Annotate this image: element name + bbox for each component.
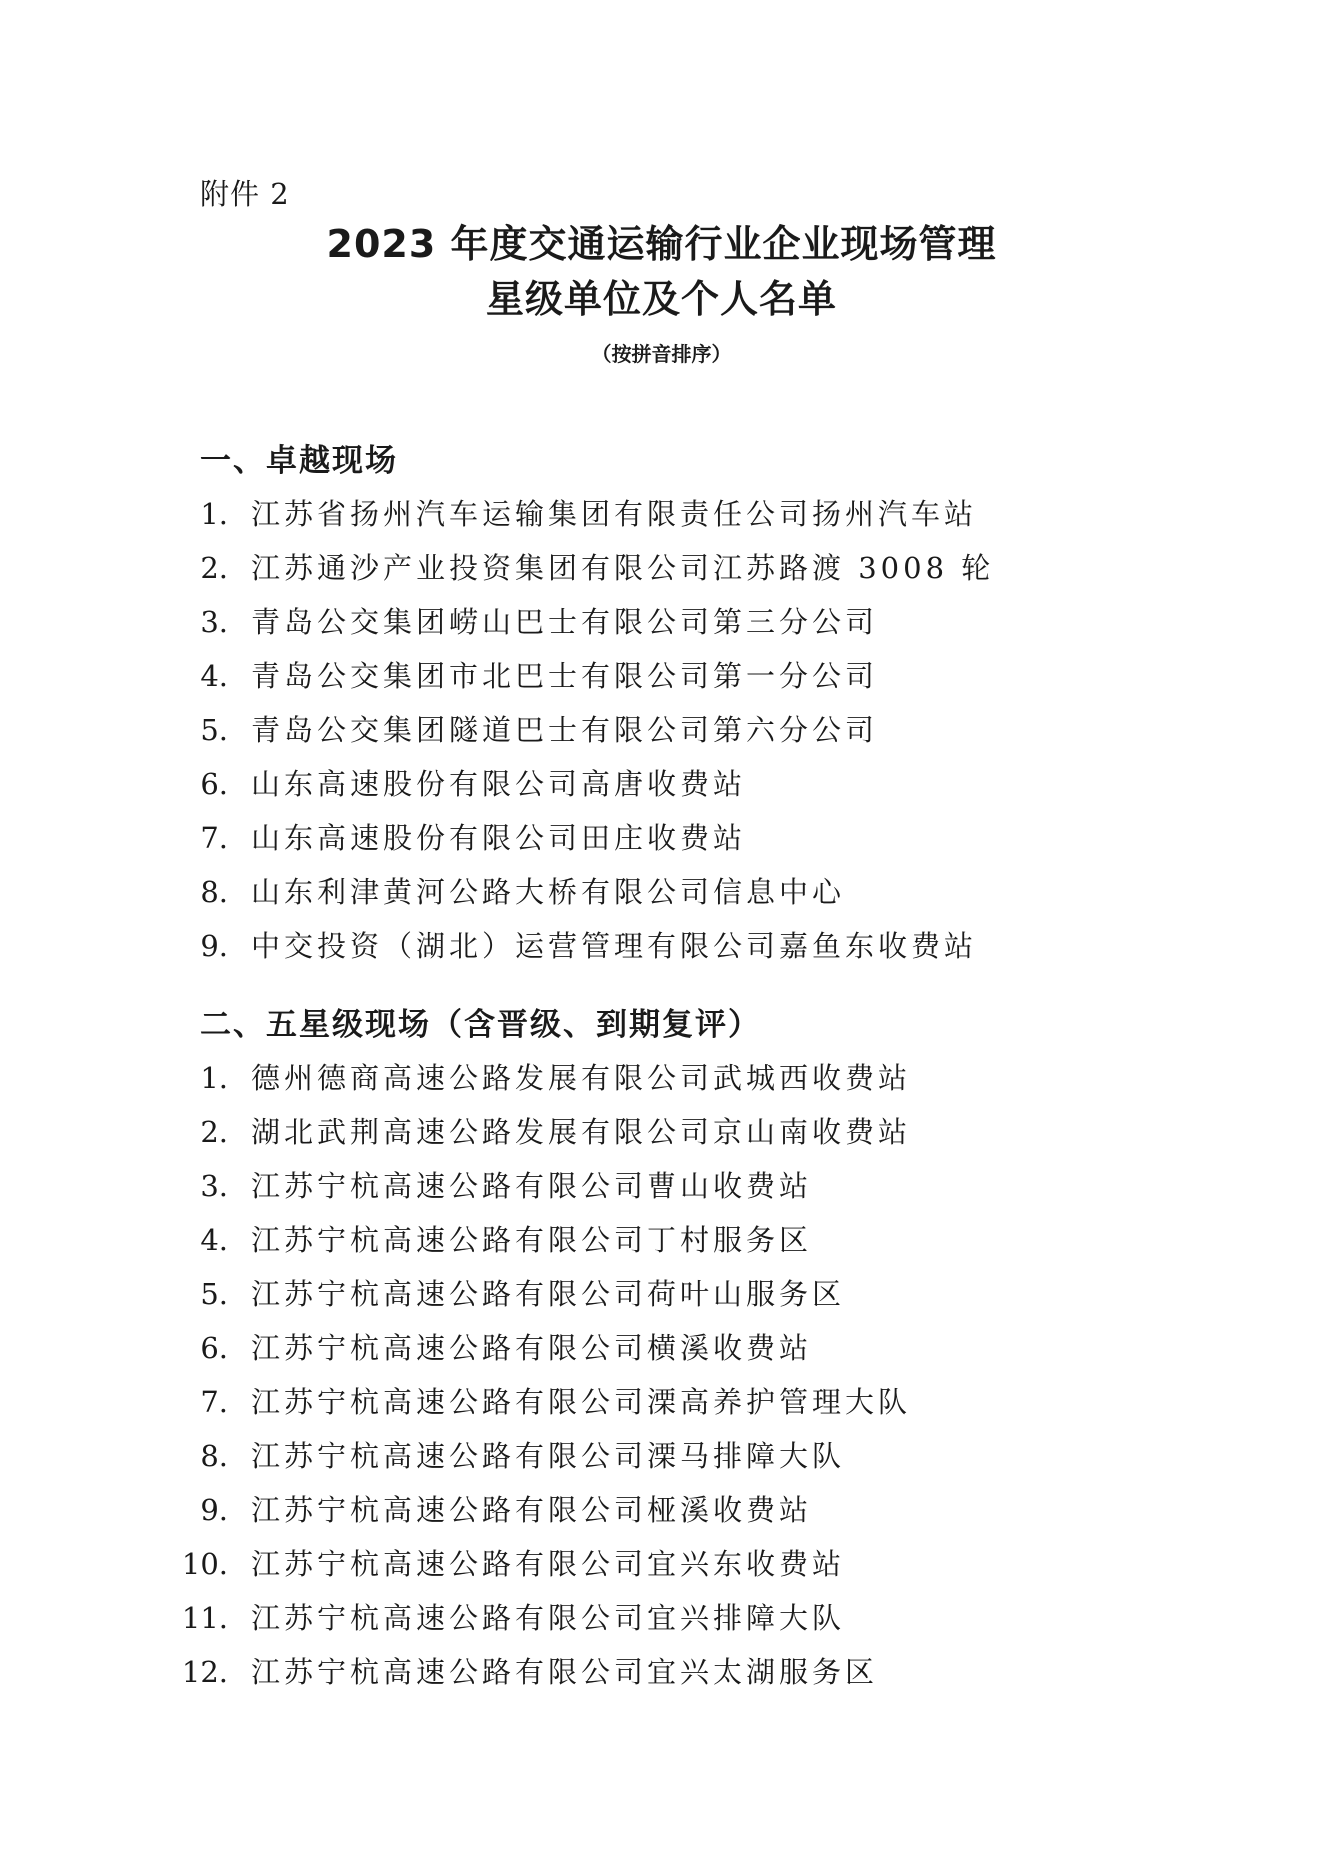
item-text: 湖北武荆高速公路发展有限公司京山南收费站 — [251, 1115, 912, 1149]
item-text: 中交投资（湖北）运营管理有限公司嘉鱼东收费站 — [251, 929, 978, 963]
item-text: 江苏宁杭高速公路有限公司溧马排障大队 — [251, 1439, 846, 1473]
list-item — [0, 1321, 1323, 1375]
list-item — [0, 487, 1323, 541]
item-number: 4. — [200, 1223, 228, 1257]
list-item — [0, 541, 1323, 595]
list-item — [0, 919, 1323, 973]
item-number: 8. — [200, 1439, 228, 1473]
list-item — [0, 1159, 1323, 1213]
list-item — [0, 1051, 1323, 1105]
item-number: 5. — [200, 713, 228, 747]
item-number: 2. — [200, 551, 228, 585]
item-text: 江苏宁杭高速公路有限公司荷叶山服务区 — [251, 1277, 846, 1311]
item-number: 11. — [181, 1601, 228, 1635]
section-heading-five-star: 二、五星级现场（含晋级、到期复评） — [200, 1007, 761, 1043]
item-number: 7. — [200, 1385, 228, 1419]
item-text: 江苏宁杭高速公路有限公司桠溪收费站 — [251, 1493, 813, 1527]
list-item — [0, 1591, 1323, 1645]
list-item — [0, 757, 1323, 811]
item-number: 12. — [181, 1655, 228, 1689]
attachment-label: 附件 2 — [200, 177, 290, 211]
item-text: 江苏宁杭高速公路有限公司丁村服务区 — [251, 1223, 813, 1257]
list-item — [0, 1645, 1323, 1699]
list-item — [0, 1429, 1323, 1483]
list-item — [0, 1537, 1323, 1591]
item-number: 7. — [200, 821, 228, 855]
item-text: 青岛公交集团崂山巴士有限公司第三分公司 — [251, 605, 879, 639]
item-text: 江苏宁杭高速公路有限公司宜兴东收费站 — [251, 1547, 846, 1581]
item-text: 江苏宁杭高速公路有限公司曹山收费站 — [251, 1169, 813, 1203]
document-subtitle: （按拼音排序） — [591, 342, 732, 366]
list-item — [0, 811, 1323, 865]
item-number: 9. — [200, 1493, 228, 1527]
item-text: 德州德商高速公路发展有限公司武城西收费站 — [251, 1061, 912, 1095]
item-text: 山东高速股份有限公司田庄收费站 — [251, 821, 747, 855]
item-text: 山东高速股份有限公司高唐收费站 — [251, 767, 747, 801]
item-number: 8. — [200, 875, 228, 909]
item-number: 9. — [200, 929, 228, 963]
list-item — [0, 865, 1323, 919]
item-number: 3. — [200, 605, 228, 639]
item-number: 1. — [200, 497, 228, 531]
item-text: 青岛公交集团隧道巴士有限公司第六分公司 — [251, 713, 879, 747]
item-number: 6. — [200, 767, 228, 801]
list-item — [0, 1267, 1323, 1321]
list-item — [0, 1105, 1323, 1159]
item-text: 江苏通沙产业投资集团有限公司江苏路渡 3008 轮 — [251, 551, 995, 585]
item-text: 青岛公交集团市北巴士有限公司第一分公司 — [251, 659, 879, 693]
list-item — [0, 649, 1323, 703]
item-text: 江苏宁杭高速公路有限公司宜兴排障大队 — [251, 1601, 846, 1635]
item-number: 2. — [200, 1115, 228, 1149]
item-text: 江苏省扬州汽车运输集团有限责任公司扬州汽车站 — [251, 497, 978, 531]
item-number: 1. — [200, 1061, 228, 1095]
list-item — [0, 595, 1323, 649]
list-item — [0, 1483, 1323, 1537]
document-title-line-1: 2023 年度交通运输行业企业现场管理 — [326, 222, 997, 266]
section-list-excellence — [0, 487, 1323, 973]
section-heading-excellence: 一、卓越现场 — [200, 443, 398, 479]
item-text: 江苏宁杭高速公路有限公司溧高养护管理大队 — [251, 1385, 912, 1419]
item-number: 3. — [200, 1169, 228, 1203]
section-list-five-star — [0, 1051, 1323, 1699]
item-number: 4. — [200, 659, 228, 693]
item-number: 6. — [200, 1331, 228, 1365]
item-number: 10. — [181, 1547, 228, 1581]
list-item — [0, 703, 1323, 757]
item-text: 江苏宁杭高速公路有限公司横溪收费站 — [251, 1331, 813, 1365]
document-title-line-2: 星级单位及个人名单 — [485, 277, 837, 321]
item-text: 江苏宁杭高速公路有限公司宜兴太湖服务区 — [251, 1655, 879, 1689]
item-number: 5. — [200, 1277, 228, 1311]
item-text: 山东利津黄河公路大桥有限公司信息中心 — [251, 875, 846, 909]
list-item — [0, 1213, 1323, 1267]
list-item — [0, 1375, 1323, 1429]
